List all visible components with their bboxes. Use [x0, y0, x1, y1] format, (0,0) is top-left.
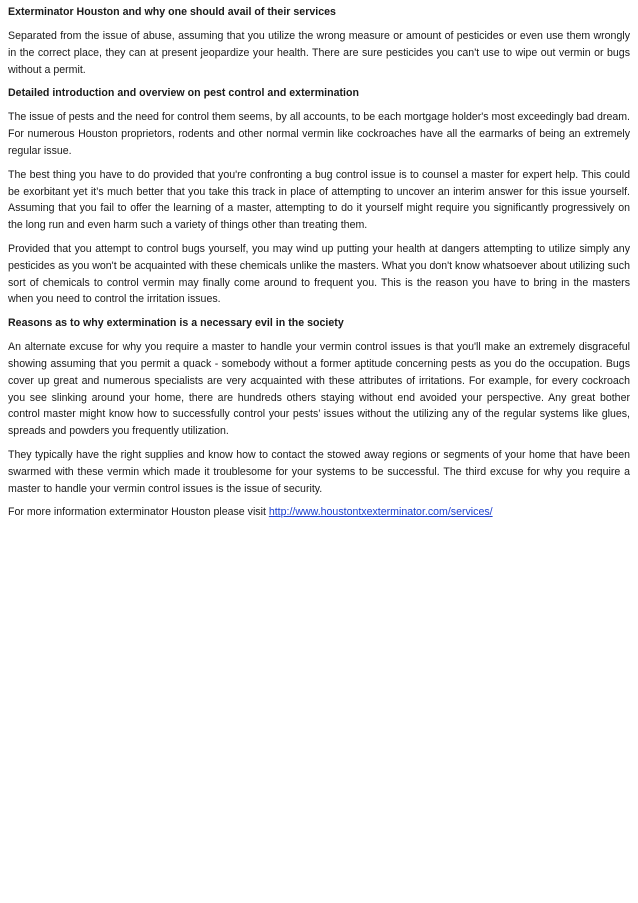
- paragraph: The best thing you have to do provided that you're confronting a bug control issue is to counsel a master for expert help. This could be exorbitant yet it’s much better that you take this track in place of attempting to uncover an interim answer for this issue yourself. Assuming that you fail to offer the learning of a master, attempting to do it yourself might require you significantly progressively on the long run and even harm such a variety of things other than treating them.: [8, 168, 630, 232]
- paragraph: Separated from the issue of abuse, assuming that you utilize the wrong measure or amount of pesticides or even use them wrongly in the correct place, they can at present jeopardize your health. There are sure pesticides you can't use to wipe out vermin or bugs without a permit.: [8, 30, 630, 76]
- section-heading: Exterminator Houston and why one should avail of their services: [8, 6, 336, 18]
- paragraph: The issue of pests and the need for control them seems, by all accounts, to be each mortgage holder's most exceedingly bad dream. For numerous Houston proprietors, rodents and other normal vermin like cockroaches have all the earmarks of being an extremely regular issue.: [8, 111, 630, 157]
- footer-prefix: For more information exterminator Houston please visit: [8, 506, 269, 519]
- section-heading: Reasons as to why extermination is a necessary evil in the society: [8, 317, 344, 330]
- paragraph: An alternate excuse for why you require a master to handle your vermin control issues is that you'll make an extremely disgraceful showing assuming that you permit a quack - somebody without a former aptitude concerning pests as you do the occupation. Bugs cover up great and numerous specialists are very acquainted with these attributes of irritations. For example, for every cockroach you see slinking around your home, there are hundreds others staying without end avoided your perspective. Any great bother control master might know how to successfully control your pests’ issues without the utilizing any of the regular systems like glues, spreads and powders you frequently utilization.: [8, 341, 630, 438]
- paragraph: They typically have the right supplies and know how to contact the stowed away regions or segments of your home that have been swarmed with these vermin which made it troublesome for your systems to be successful. The third excuse for why you require a master to handle your vermin control issues is the issue of security.: [8, 448, 630, 495]
- services-link[interactable]: http://www.houstontxexterminator.com/services/: [268, 506, 493, 519]
- footer-line: [8, 504, 630, 521]
- paragraph: Provided that you attempt to control bugs yourself, you may wind up putting your health at dangers attempting to utilize simply any pesticides as you won't be acquainted with these chemicals unlike the masters. What you don't know whatsoever about utilizing such sort of chemicals to control vermin may finally come around to frequent you. This is the reason you have to bring in the masters when you need to control the irritation issues.: [8, 242, 630, 306]
- document-page: [8, 4, 630, 521]
- section-heading: Detailed introduction and overview on pest control and extermination: [8, 87, 359, 100]
